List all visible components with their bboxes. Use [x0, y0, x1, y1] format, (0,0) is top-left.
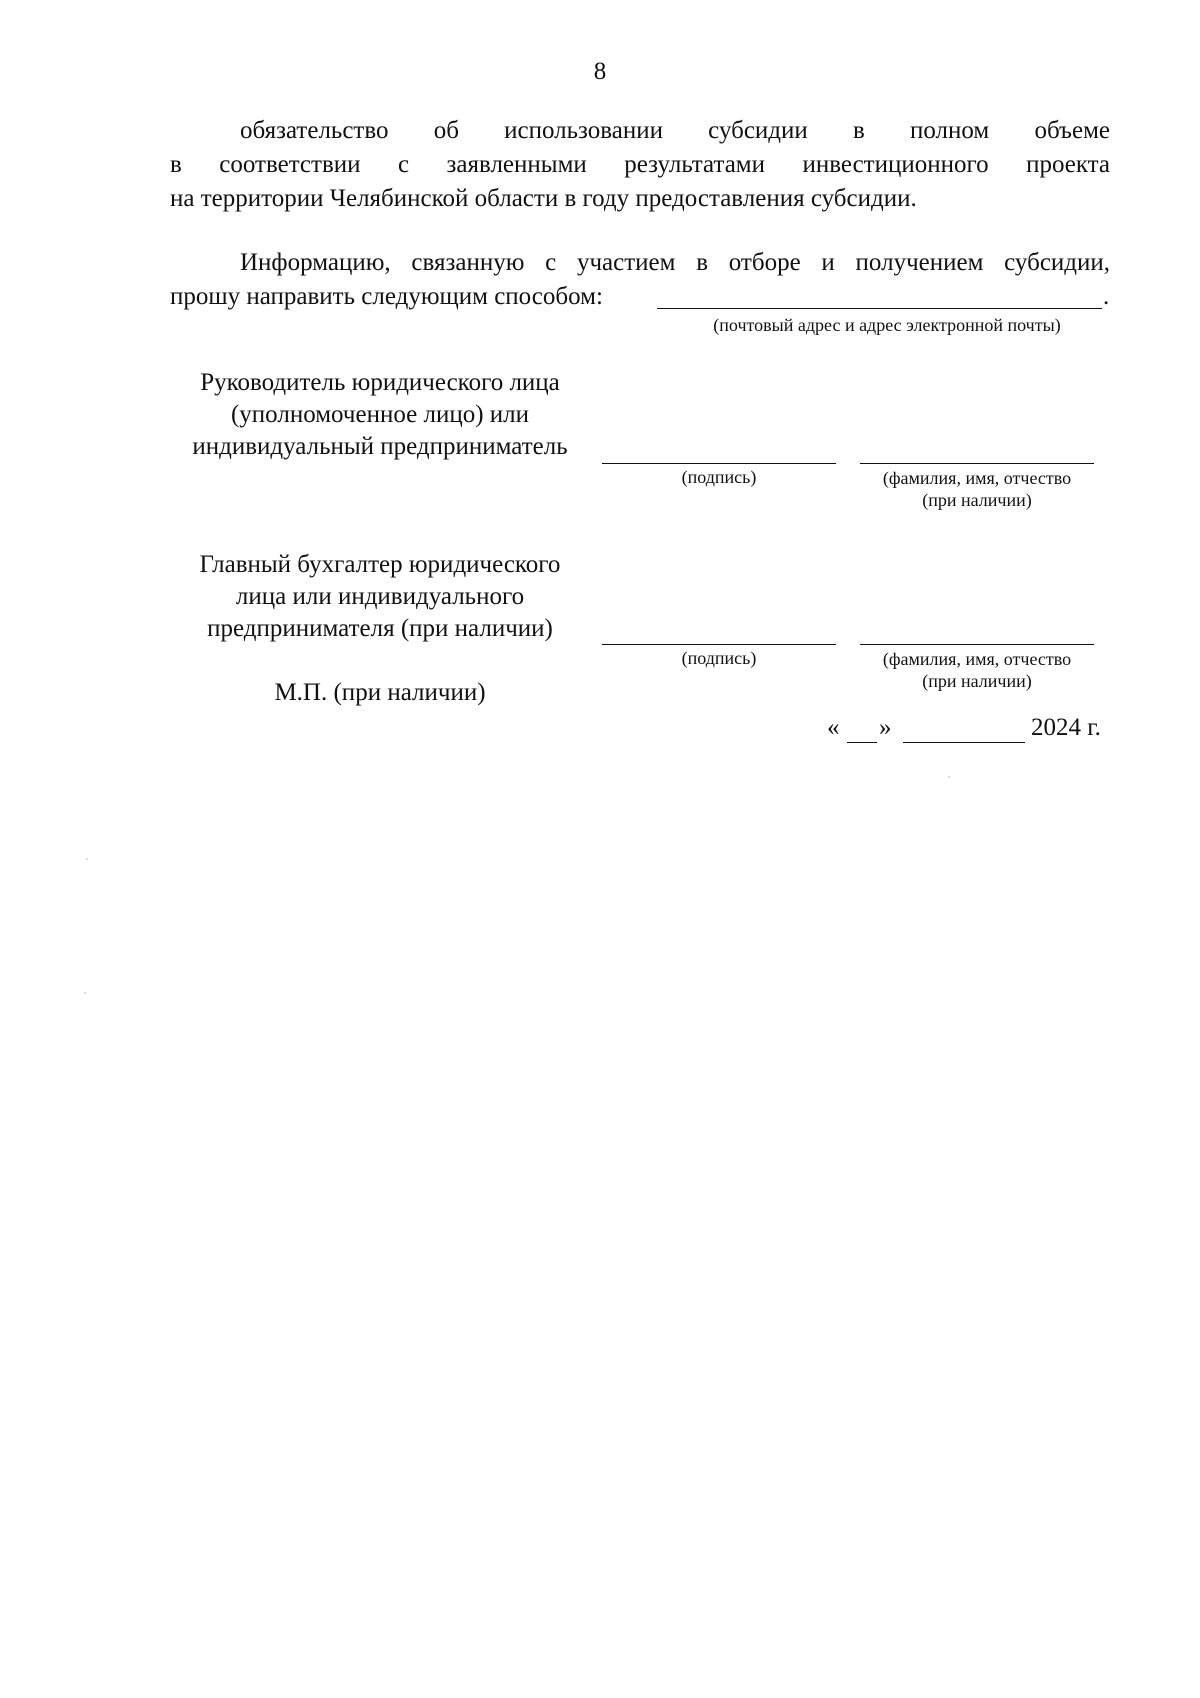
paragraph-2-line-1: Информацию, связанную с участием в отборе и получением субсидии,	[240, 249, 1110, 276]
date-year: 2024 г.	[1031, 714, 1101, 741]
head-label-line-2: (уполномоченное лицо) или	[230, 401, 530, 428]
date-close-quote: »	[879, 714, 892, 741]
accountant-name-line	[860, 642, 1094, 645]
paragraph-2-line-2-prefix: прошу направить следующим способом:	[170, 283, 603, 310]
date-open-quote: «	[827, 714, 840, 741]
head-name-caption-line-2: (при наличии)	[922, 490, 1032, 510]
date-month-blank	[903, 716, 1025, 743]
scan-speck	[84, 992, 86, 994]
head-name-line	[860, 461, 1094, 464]
accountant-label-line-2: лица или индивидуального	[235, 583, 525, 610]
delivery-method-caption: (почтовый адрес и адрес электронной почты)	[713, 315, 1061, 335]
accountant-name-caption-line-2: (при наличии)	[922, 671, 1032, 691]
scan-speck	[948, 776, 950, 778]
accountant-name-caption-line-1: (фамилия, имя, отчество	[882, 649, 1072, 669]
head-signature-caption: (подпись)	[681, 467, 757, 487]
paragraph-1-line-2: в соответствии с заявленными результатами инвестиционного проекта	[170, 151, 1110, 178]
accountant-label-line-1: Главный бухгалтер юридического	[199, 551, 561, 578]
paragraph-1-line-3: на территории Челябинской области в году предоставления субсидии.	[170, 185, 917, 212]
delivery-method-blank-line	[657, 277, 1102, 309]
head-name-caption-line-1: (фамилия, имя, отчество	[882, 468, 1072, 488]
page-number: 8	[593, 58, 607, 85]
date-day-blank	[847, 716, 877, 743]
accountant-signature-line	[602, 642, 836, 645]
head-label-line-1: Руководитель юридического лица	[200, 369, 560, 396]
paragraph-1-line-1: обязательство об использовании субсидии в полном объеме	[240, 117, 1110, 144]
head-signature-line	[602, 461, 836, 464]
accountant-label-line-3: предпринимателя (при наличии)	[207, 615, 553, 642]
accountant-signature-caption: (подпись)	[681, 648, 757, 668]
scan-speck	[86, 858, 88, 860]
stamp-note: М.П. (при наличии)	[274, 679, 486, 706]
paragraph-2-period: .	[1103, 283, 1110, 310]
head-label-line-3: индивидуальный предприниматель	[192, 433, 568, 460]
